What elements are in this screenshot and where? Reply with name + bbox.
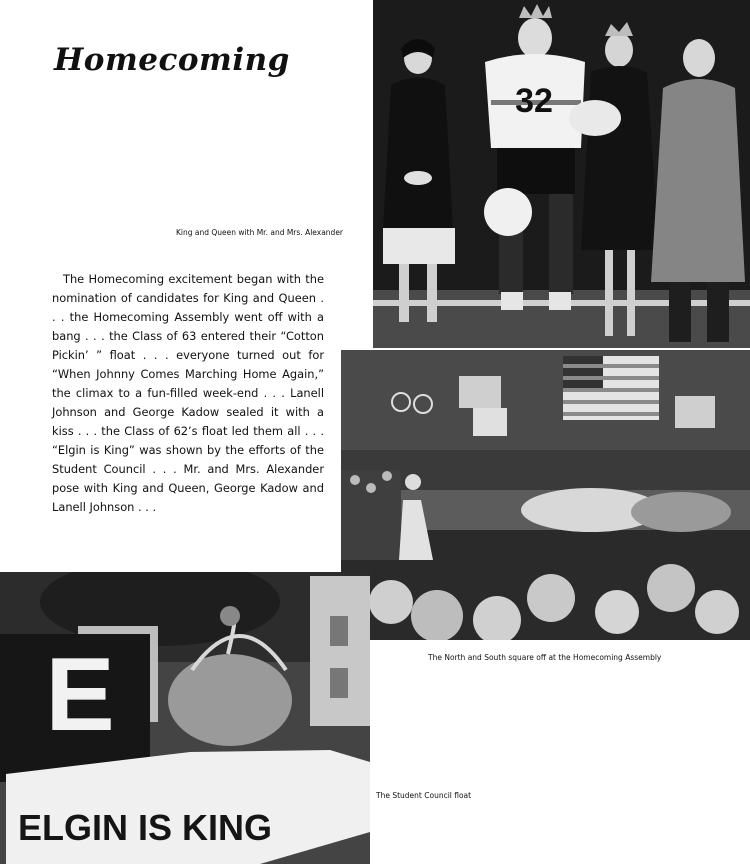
jersey-number: 32 [515,82,553,120]
float-photo [0,572,370,864]
assembly-caption: The North and South square off at the Homecoming Assembly [428,653,662,662]
float-caption: The Student Council float [376,791,472,800]
body-paragraph: The Homecoming excitement began with the nomination of candidates for King and Queen . . . the Homecoming Assembly went off with a bang . . . the Class of 63 entered their “Cotton Pickin’ ” float . . . everyone turned out for “When Johnny Comes Marching Home Again,” the climax to a fun-filled week-end . . . Lanell Johnson and George Kadow sealed it with a kiss . . . the Class of 62’s float led them all . . . “Elgin is King” was shown by the efforts of the Student Council . . . Mr. and Mrs. Alexander pose with King and Queen, George Kadow and Lanell Johnson . . . [52,272,324,514]
page-title: Homecoming [54,42,290,78]
float-letter: E [45,637,115,753]
assembly-photo [341,350,750,640]
king-queen-photo [373,0,750,348]
float-banner-text: ELGIN IS KING [18,807,273,848]
king-queen-caption: King and Queen with Mr. and Mrs. Alexander [176,228,344,237]
